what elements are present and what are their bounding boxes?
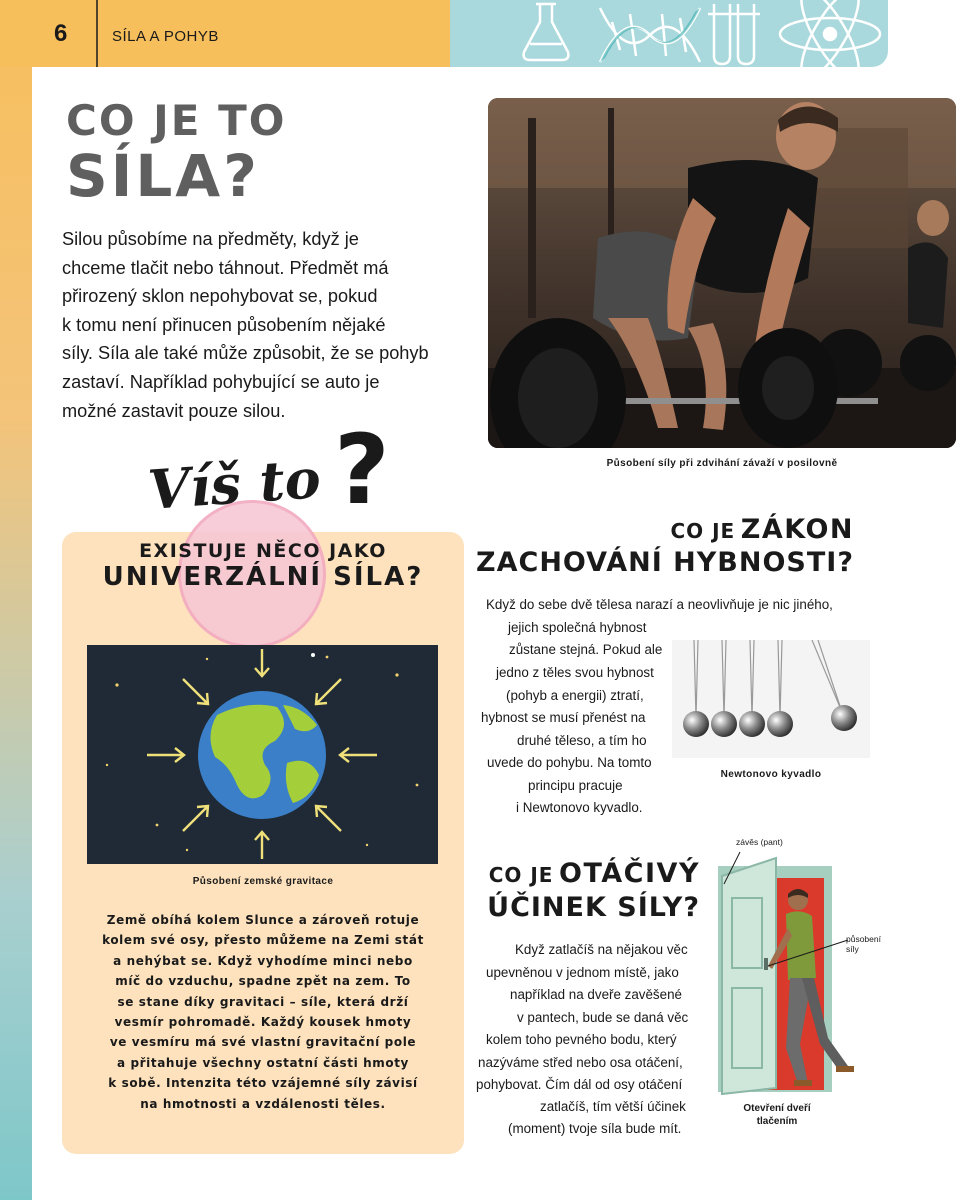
torque-line: Když zatlačíš na nějakou věc (515, 942, 688, 957)
intro-line: chceme tlačit nebo táhnout. Předmět má (62, 257, 389, 278)
gravity-line: Země obíhá kolem Slunce a zároveň rotuje (106, 913, 420, 927)
science-icons (450, 0, 888, 67)
momentum-heading-big: ZÁKON (740, 514, 854, 545)
side-color-strip (0, 0, 32, 1200)
torque-heading-small: CO JE (488, 863, 554, 887)
torque-line: kolem toho pevného bodu, který (486, 1032, 677, 1047)
momentum-line: Když do sebe dvě tělesa narazí a neovlivňuje je nic jiného, (486, 597, 833, 612)
question-mark-icon: ? (334, 414, 390, 526)
header-science-banner (450, 0, 888, 67)
earth-gravity-illustration (87, 645, 438, 864)
door-illustration (716, 848, 856, 1098)
intro-line: Silou působíme na předměty, když je (62, 229, 359, 249)
section-title: SÍLA A POHYB (112, 28, 219, 45)
momentum-line: druhé těleso, a tím ho (517, 733, 647, 748)
momentum-line: zůstane stejná. Pokud ale (509, 642, 663, 657)
momentum-line: (pohyb a energii) ztratí, (506, 688, 644, 703)
intro-line: přirozený sklon nepohybovat se, pokud (62, 286, 378, 307)
torque-heading-line2: ÚČINEK SÍLY? (487, 892, 700, 923)
weightlifting-photo (488, 98, 956, 448)
momentum-line: principu pracuje (528, 778, 623, 793)
did-you-know-label: Víš to (145, 446, 323, 522)
header-divider (96, 0, 98, 67)
torque-line: pohybovat. Čím dál od osy otáčení (476, 1077, 683, 1092)
door-caption-line: Otevření dveří (743, 1103, 811, 1114)
intro-line: možné zastavit pouze silou. (62, 400, 286, 421)
momentum-heading-line1 (470, 514, 854, 545)
momentum-line: jejich společná hybnost (508, 620, 647, 635)
page-number: 6 (54, 20, 68, 47)
gravity-line: vesmír pohromadě. Každý kousek hmoty (114, 1015, 412, 1030)
momentum-line: hybnost se musí přenést na (481, 710, 646, 725)
page-title-line1: CO JE TO (66, 96, 287, 145)
momentum-line: i Newtonovo kyvadlo. (516, 800, 643, 815)
hinge-label: závěs (pant) (736, 837, 783, 847)
door-caption (722, 1102, 832, 1128)
box-question-line1: EXISTUJE NĚCO JAKO (139, 540, 387, 562)
gravity-line: a nehýbat se. Když vyhodíme minci nebo (113, 953, 413, 968)
momentum-heading-small: CO JE (670, 519, 736, 543)
torque-heading-big: OTÁČIVÝ (559, 858, 700, 889)
header-bar (0, 0, 450, 67)
torque-line: v pantech, bude se daná věc (517, 1010, 689, 1025)
newtons-cradle-image (672, 640, 870, 758)
box-question-line2: UNIVERZÁLNÍ SÍLA? (102, 562, 424, 592)
intro-line: zastaví. Například pohybující se auto je (62, 371, 380, 392)
momentum-heading-line2: ZACHOVÁNÍ HYBNOSTI? (476, 547, 854, 578)
force-label-line: síly (846, 944, 859, 954)
momentum-line: jedno z těles svou hybnost (496, 665, 654, 680)
torque-line: nazýváme střed nebo osa otáčení, (478, 1055, 683, 1070)
photo-caption: Působení síly při zdvihání závaží v posilovně (606, 458, 838, 469)
intro-line: k tomu není přinucen působením nějaké (62, 314, 386, 335)
intro-line: síly. Síla ale také může způsobit, že se pohyb (62, 343, 429, 364)
gravity-line: a přitahuje všechny ostatní části hmoty (117, 1055, 409, 1070)
cradle-caption: Newtonovo kyvadlo (720, 769, 822, 780)
intro-paragraph (62, 225, 462, 425)
gravity-line: ve vesmíru má své vlastní gravitační pole (109, 1035, 417, 1050)
force-label (846, 934, 881, 954)
gravity-line: míč do vzduchu, spadne zpět na zem. To (115, 974, 411, 989)
gravity-line: na hmotnosti a vzdálenosti těles. (140, 1096, 386, 1111)
gravity-text (80, 910, 446, 1114)
earth-caption: Působení zemské gravitace (192, 876, 334, 887)
torque-line: zatlačíš, tím větší účinek (540, 1099, 686, 1114)
torque-line: například na dveře zavěšené (510, 987, 682, 1002)
torque-line: upevněnou v jednom místě, jako (486, 965, 679, 980)
door-caption-line: tlačením (756, 1116, 798, 1127)
gravity-line: se stane díky gravitaci – síle, která drží (117, 994, 409, 1009)
force-label-line: působení (846, 934, 881, 944)
gravity-line: kolem své osy, přesto můžeme na Zemi stát (102, 933, 424, 948)
gravity-line: k sobě. Intenzita této vzájemné síly závisí (108, 1076, 418, 1091)
torque-heading-line1 (470, 858, 700, 889)
momentum-line: uvede do pohybu. Na tomto (487, 755, 652, 770)
page-title-line2: SÍLA? (66, 142, 260, 210)
torque-line: (moment) tvoje síla bude mít. (508, 1121, 682, 1136)
